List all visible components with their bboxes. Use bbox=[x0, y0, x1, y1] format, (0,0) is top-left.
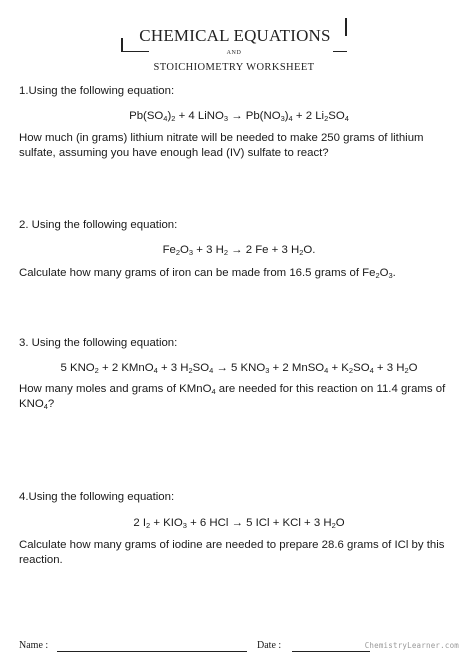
date-field-line[interactable] bbox=[292, 651, 370, 652]
header-decor-bracket-right bbox=[345, 18, 347, 36]
header-decor-bracket-left bbox=[121, 38, 123, 52]
worksheet-subtitle: STOICHIOMETRY WORKSHEET bbox=[153, 62, 315, 73]
question-4-text: Calculate how many grams of iodine are needed to prepare 28.6 grams of ICl by this reaction. bbox=[19, 539, 445, 566]
question-1-prompt: 1.Using the following equation: bbox=[19, 85, 175, 97]
question-4-prompt: 4.Using the following equation: bbox=[19, 491, 175, 503]
question-2-prompt: 2. Using the following equation: bbox=[19, 219, 178, 231]
question-1-equation: $Pb(SO_4)_2 + 4$ LiNO$_3$ → $Pb(NO_3)_4 + 2$ $Li_2SO_4$ bbox=[129, 110, 349, 123]
question-2 bbox=[19, 218, 459, 281]
worksheet-title-and: AND bbox=[226, 50, 242, 56]
question-3-prompt: 3. Using the following equation: bbox=[19, 337, 178, 349]
worksheet-footer bbox=[19, 640, 459, 656]
question-2-text: Calculate how many grams of iron can be made from 16.5 grams of $Fe_2O_3$. bbox=[19, 267, 396, 280]
name-label: Name : bbox=[19, 640, 49, 651]
question-3 bbox=[19, 336, 459, 412]
worksheet-title: CHEMICAL EQUATIONS bbox=[139, 26, 331, 45]
question-4-equation: 2 $I_2 + KIO_3 + 6$ HCl → 5 ICl + KCl + 3 $H_2O$ bbox=[133, 517, 345, 530]
question-1 bbox=[19, 84, 459, 161]
header-decor-rule-right bbox=[333, 51, 347, 52]
question-3-text: How many moles and grams of KMnO$_4$ are needed for this reaction on 11.4 grams of $KNO_4$? bbox=[19, 383, 446, 411]
question-2-equation: $Fe_2O_3 + 3$ $H_2 \to 2$ Fe + 3 $H_2O$. bbox=[162, 244, 316, 257]
worksheet-header bbox=[121, 16, 347, 73]
header-decor-rule-left bbox=[121, 51, 149, 52]
name-field-line[interactable] bbox=[57, 651, 247, 652]
question-1-text: How much (in grams) lithium nitrate will be needed to make 250 grams of lithium sulfate, assuming you have enough lead (IV) sulfate to react? bbox=[19, 132, 424, 159]
date-label: Date : bbox=[257, 640, 282, 651]
question-3-equation: 5 $KNO_2 + 2$ KMnO$_4$ + 3 $H_2SO_4 \to 5$ $KNO_3 + 2$ MnSO$_4$ + $K_2SO_4 + 3$ $H_2O$ bbox=[60, 362, 418, 375]
question-4 bbox=[19, 490, 459, 568]
brand-watermark: ChemistryLearner.com bbox=[364, 641, 459, 650]
